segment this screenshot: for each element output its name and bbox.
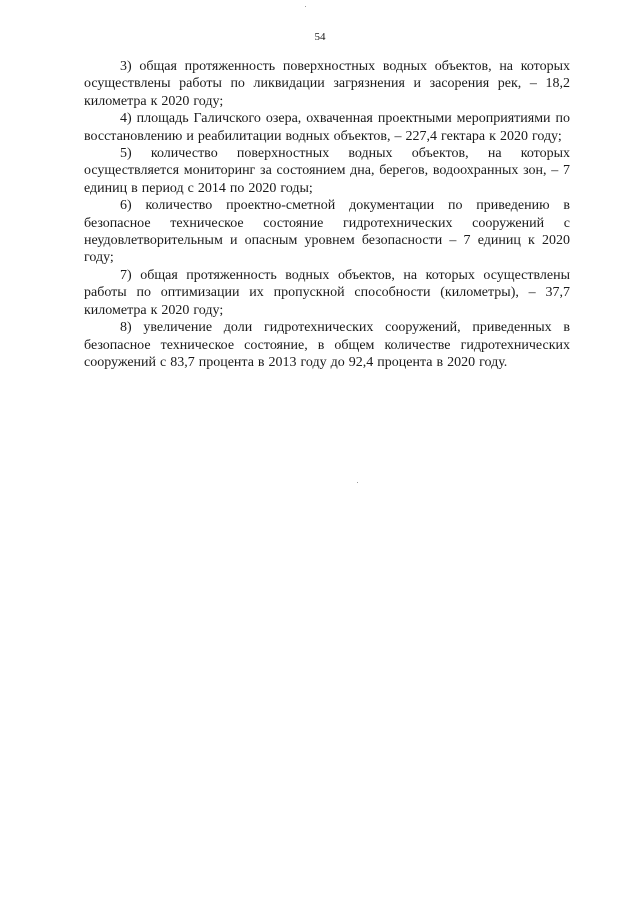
- indicator-paragraph-3: 3) общая протяженность поверхностных водных объектов, на которых осуществлены работы по ликвидации загрязнения и засорения рек, – 18,2 километра к 2020 году;: [84, 59, 570, 109]
- indicator-paragraph-8: 8) увеличение доли гидротехнических сооружений, приведенных в безопасное техническое состояние, в общем количестве гидротехнических сооружений с 83,7 процента в 2013 году до 92,4 процента в 2020 году.: [84, 320, 570, 370]
- document-body: [84, 58, 570, 371]
- indicator-paragraph-7: 7) общая протяженность водных объектов, на которых осуществлены работы по оптимизации их пропускной способности (километры), – 37,7 километра к 2020 году;: [84, 267, 570, 318]
- scan-speck: [305, 6, 306, 7]
- page-number: 54: [314, 31, 326, 43]
- scan-speck: [357, 482, 358, 483]
- indicator-paragraph-4: 4) площадь Галичского озера, охваченная проектными мероприятиями по восстановлению и реабилитации водных объектов, – 227,4 гектара к 2020 году;: [84, 111, 570, 144]
- indicator-paragraph-5: 5) количество поверхностных водных объектов, на которых осуществляется мониторинг за состоянием дна, берегов, водоохранных зон, – 7 единиц в период с 2014 по 2020 годы;: [84, 146, 570, 196]
- indicator-paragraph-6: 6) количество проектно-сметной документации по приведению в безопасное техническое состояние гидротехнических сооружений с неудовлетворительным и опасным уровнем безопасности – 7 единиц к 2020 году;: [84, 198, 570, 266]
